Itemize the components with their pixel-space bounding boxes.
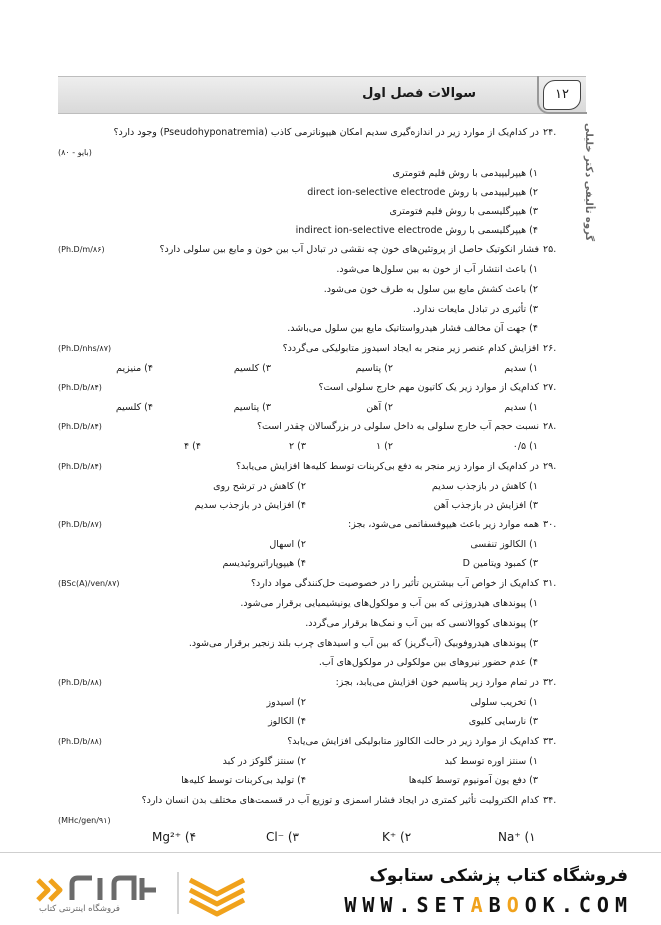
answer-option: ۲) سنتز گلوکز در کبد bbox=[222, 756, 306, 767]
question-source: (MHc/gen/۹۱) bbox=[58, 816, 111, 825]
answer-option: ۳) ۲ bbox=[289, 441, 306, 452]
answer-option: Mg²⁺ (۴ bbox=[152, 830, 197, 844]
store-name: فروشگاه کتاب پزشکی ستابوک bbox=[369, 866, 628, 886]
question-text: در کدام‌یک از موارد زیر در اندازه‌گیری سدیم امکان هیپوناترمی کاذب (Pseudohyponatremia) وجود دارد؟ bbox=[113, 127, 539, 138]
answer-option: ۲) باعث کشش مایع بین سلول به طرف خون می‌شود. bbox=[323, 284, 538, 295]
question-text: در تمام موارد زیر پتاسیم خون افزایش می‌یابد، بجز: bbox=[335, 677, 539, 688]
question-text: کدام الکترولیت تأثیر کمتری در ایجاد فشار اسمزی و توزیع آب در قسمت‌های مختلف بدن انسان دارد؟ bbox=[141, 795, 539, 806]
answer-option: ۳) نارسایی کلیوی bbox=[468, 716, 538, 727]
answer-option: ۲) آهن bbox=[366, 402, 393, 413]
question-source: (Ph.D/b/۸۴) bbox=[58, 462, 102, 471]
question-source: (Ph.D/b/۸۸) bbox=[58, 737, 102, 746]
question-number: ۲۴. bbox=[543, 127, 557, 138]
store-url[interactable] bbox=[344, 893, 633, 917]
answer-option: K⁺ (۲ bbox=[382, 830, 412, 844]
question-number: ۳۰. bbox=[543, 519, 557, 530]
answer-option: ۴) هیپوپاراتیروئیدیسم bbox=[222, 558, 306, 569]
question-text: کدام‌یک از موارد زیر یک کاتیون مهم خارج سلولی است؟ bbox=[318, 382, 539, 393]
answer-option: ۲) کاهش در ترشح روی bbox=[213, 481, 306, 492]
answer-option: ۱) الکالوز تنفسی bbox=[470, 539, 538, 550]
answer-option: ۴) جهت آن مخالف فشار هیدرواستاتیک مایع بین سلول می‌باشد. bbox=[287, 323, 538, 334]
question-number: ۲۶. bbox=[543, 343, 557, 354]
question-number: ۳۱. bbox=[543, 578, 557, 589]
question-text: همه موارد زیر باعث هیپوفسفاتمی می‌شود، بجز: bbox=[348, 519, 539, 530]
answer-option: ۱) هیپرلیپیدمی با روش فلیم فتومتری bbox=[392, 168, 538, 179]
answer-option: ۱) سدیم bbox=[504, 402, 538, 413]
answer-option: ۱) کاهش در بازجذب سدیم bbox=[431, 481, 538, 492]
answer-option: ۳) پیوندهای هیدروفوبیک (آب‌گریز) که بین آب و اسیدهای چرب بلند زنجیر برقرار می‌شود. bbox=[188, 638, 538, 649]
answer-option: ۱) تخریب سلولی bbox=[470, 697, 538, 708]
answer-option: ۳) پتاسیم bbox=[233, 402, 271, 413]
question-source: (Ph.D/b/۸۷) bbox=[58, 520, 102, 529]
question-text: فشار انکوتیک حاصل از پروتئین‌های خون چه نقشی در تبادل آب بین خون و مایع بین سلولی دارد؟ bbox=[159, 244, 539, 255]
logo-subtitle: فروشگاه اینترنتی کتاب bbox=[39, 904, 120, 914]
question-text: کدام‌یک از موارد زیر در حالت الکالوز متابولیکی افزایش می‌یابد؟ bbox=[287, 736, 539, 747]
question-text: کدام‌یک از خواص آب بیشترین تأثیر را در خصوصیت حل‌کنندگی مواد دارد؟ bbox=[250, 578, 539, 589]
answer-option: ۴) افزایش در بازجذب سدیم bbox=[194, 500, 306, 511]
question-source: (Ph.D/b/۸۴) bbox=[58, 422, 102, 431]
answer-option: ۳) تأثیری در تبادل مایعات ندارد. bbox=[412, 304, 538, 315]
question-source: (Ph.D/b/۸۸) bbox=[58, 678, 102, 687]
question-number: ۲۷. bbox=[543, 382, 557, 393]
question-text: در کدام‌یک از موارد زیر منجر به دفع بی‌کربنات توسط کلیه‌ها افزایش می‌یابد؟ bbox=[235, 461, 539, 472]
question-text: نسبت حجم آب خارج سلولی به داخل سلولی در بزرگسالان چقدر است؟ bbox=[256, 421, 539, 432]
answer-option: ۱) ۰/۵ bbox=[512, 441, 538, 452]
chapter-title: سوالات فصل اول bbox=[362, 86, 476, 101]
answer-option: ۲) پتاسیم bbox=[355, 363, 393, 374]
url-part: OK.COM bbox=[524, 893, 633, 917]
answer-option: ۳) دفع یون آمونیوم توسط کلیه‌ها bbox=[408, 775, 538, 786]
question-source: (۸۰ - بایو) bbox=[58, 148, 92, 157]
url-part: B bbox=[488, 893, 507, 917]
answer-option: Na⁺ (۱ bbox=[498, 830, 536, 844]
answer-option: ۴) منیزیم bbox=[116, 363, 153, 374]
question-number: ۳۲. bbox=[543, 677, 557, 688]
page-number: ۱۲ bbox=[543, 80, 581, 110]
question-source: (Ph.D/m/۸۶) bbox=[58, 245, 105, 254]
answer-option: ۴) هیپرگلیسمی با روش indirect ion-selective electrode bbox=[295, 225, 538, 236]
answer-option: ۴) الکالوز bbox=[268, 716, 306, 727]
chapter-header-band bbox=[58, 76, 586, 114]
answer-option: ۱) باعث انتشار آب از خون به بین سلول‌ها می‌شود. bbox=[336, 264, 538, 275]
answer-option: ۴) کلسیم bbox=[115, 402, 153, 413]
author-group-label: گروه تألیفی دکتر خلیلی bbox=[583, 122, 594, 242]
answer-option: ۳) کلسیم bbox=[233, 363, 271, 374]
answer-option: ۴) عدم حضور نیروهای بین مولکولی در مولکول‌های آب. bbox=[318, 657, 538, 668]
question-source: (BSc(A)/ven/۸۷) bbox=[58, 579, 120, 588]
question-number: ۲۸. bbox=[543, 421, 557, 432]
question-source: (Ph.D/nhs/۸۷) bbox=[58, 344, 112, 353]
answer-option: ۲) ۱ bbox=[376, 441, 393, 452]
answer-option: ۲) اسهال bbox=[269, 539, 306, 550]
url-part: WWW.SET bbox=[344, 893, 471, 917]
answer-option: ۱) سدیم bbox=[504, 363, 538, 374]
answer-option: ۱) سنتز اوره توسط کبد bbox=[444, 756, 538, 767]
answer-option: ۲) هیپرلیپیدمی با روش direct ion-selective electrode bbox=[307, 187, 538, 198]
question-number: ۲۵. bbox=[543, 244, 557, 255]
url-part: A bbox=[470, 893, 489, 917]
question-number: ۲۹. bbox=[543, 461, 557, 472]
answer-option: ۲) اسیدوز bbox=[266, 697, 306, 708]
answer-option: ۳) هیپرگلیسمی با روش فلیم فتومتری bbox=[389, 206, 538, 217]
answer-option: ۴) ۴ bbox=[184, 441, 201, 452]
answer-option: ۴) تولید بی‌کربنات توسط کلیه‌ها bbox=[181, 775, 306, 786]
question-number: ۳۴. bbox=[543, 795, 557, 806]
question-source: (Ph.D/b/۸۴) bbox=[58, 383, 102, 392]
answer-option: Cl⁻ (۳ bbox=[266, 830, 299, 844]
answer-option: ۳) کمبود ویتامین D bbox=[462, 558, 538, 569]
answer-option: ۳) افزایش در بازجذب آهن bbox=[433, 500, 538, 511]
answer-option: ۱) پیوندهای هیدروژنی که بین آب و مولکول‌های یونیشیمیایی برقرار می‌شود. bbox=[240, 598, 538, 609]
question-text: افزایش کدام عنصر زیر منجر به ایجاد اسیدوز متابولیکی می‌گردد؟ bbox=[282, 343, 539, 354]
answer-option: ۲) پیوندهای کووالانسی که بین آب و نمک‌ها برقرار می‌گردد. bbox=[305, 618, 538, 629]
question-number: ۳۳. bbox=[543, 736, 557, 747]
url-part: O bbox=[506, 893, 525, 917]
